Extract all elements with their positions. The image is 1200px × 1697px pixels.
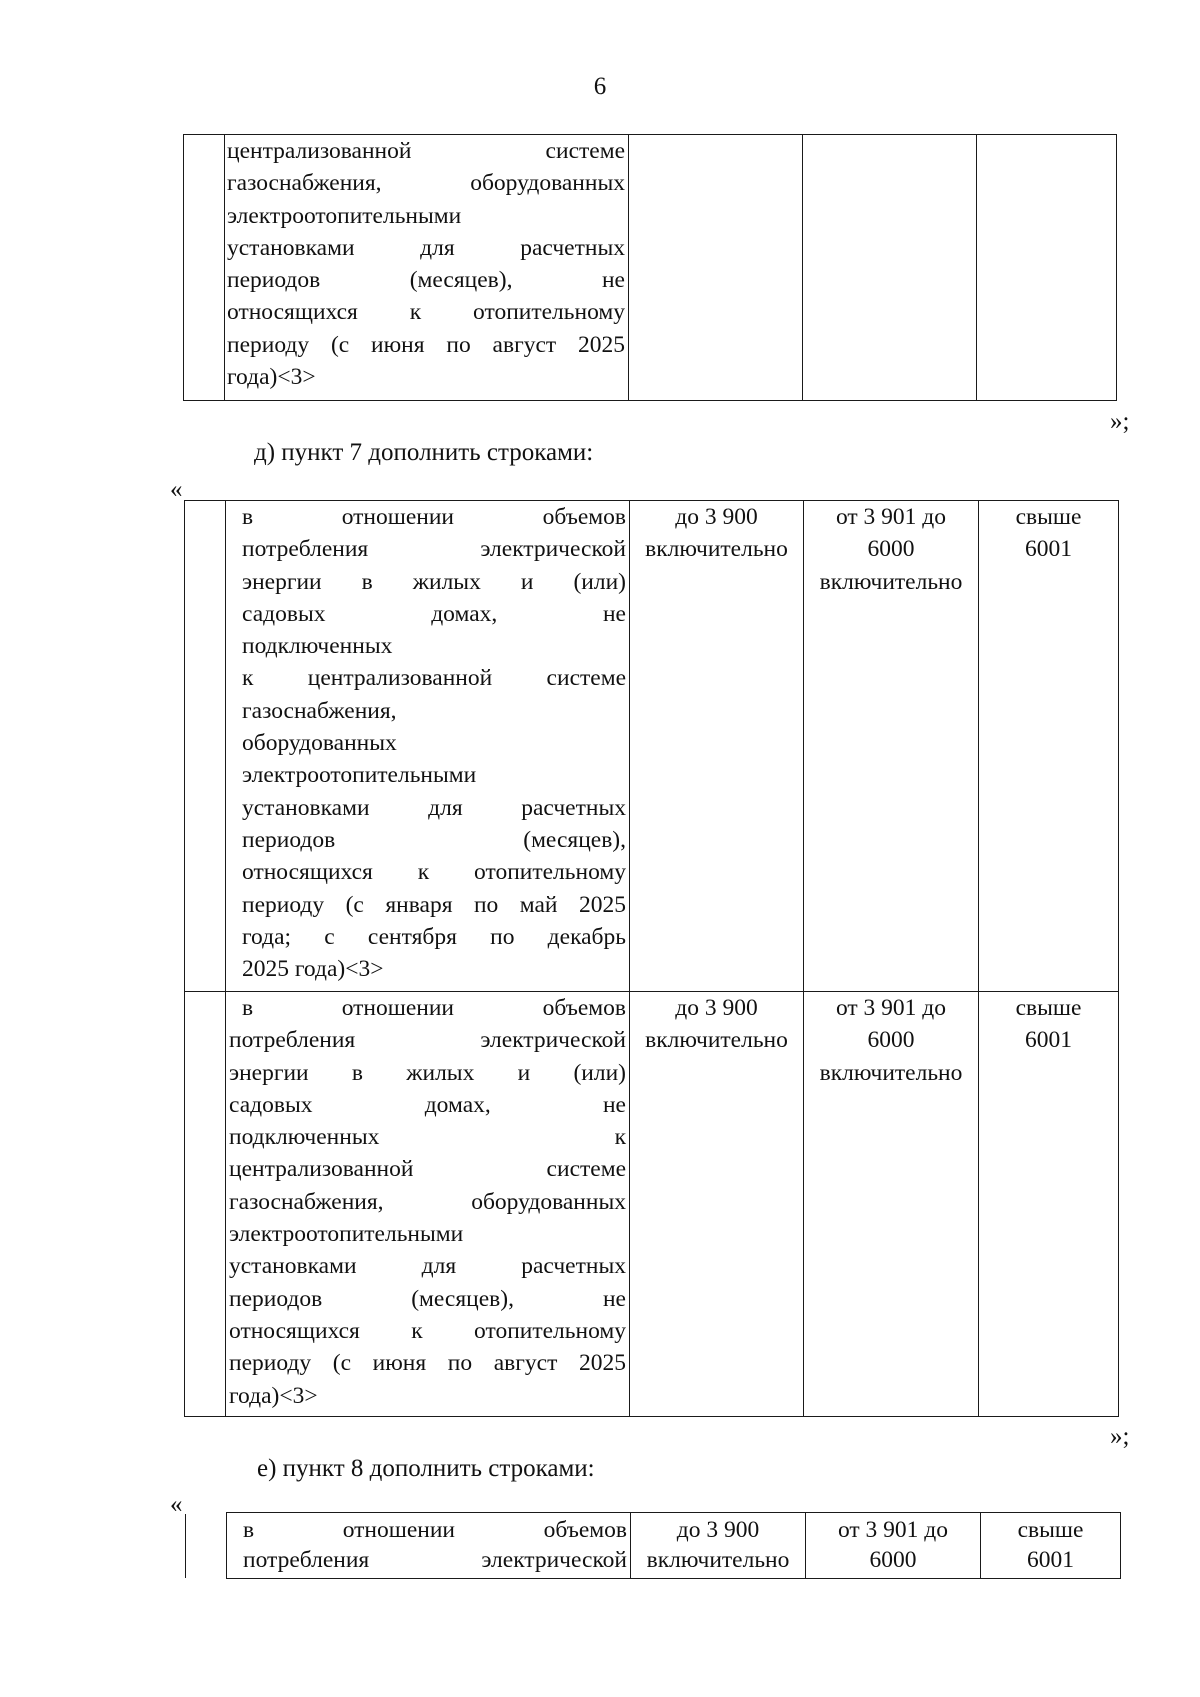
text-line: периодов (месяцев), не xyxy=(227,267,625,294)
text-line: оборудованных xyxy=(242,730,397,757)
value-cell-up-to xyxy=(630,501,804,992)
value-line: включительно xyxy=(646,1547,790,1573)
table-row xyxy=(185,501,1119,992)
value-cell-range xyxy=(806,1513,981,1579)
text-line: периодов (месяцев), не xyxy=(229,1285,626,1312)
value-cell-up-to xyxy=(631,1513,806,1579)
value-line: 6001 xyxy=(1025,536,1072,563)
text-line: в отношении объемов xyxy=(243,1517,627,1543)
closing-quote: »; xyxy=(1110,408,1130,435)
text-line: периоду (с июня по август 2025 xyxy=(229,1350,626,1377)
text-line: года; с сентября по декабрь xyxy=(242,923,626,950)
page-number: 6 xyxy=(593,73,607,100)
text-line: централизованной системе xyxy=(227,138,625,164)
text-line: относящихся к отопительному xyxy=(229,1317,626,1344)
section-d-intro: д) пункт 7 дополнить строками: xyxy=(254,439,594,466)
value-cell-over xyxy=(979,501,1119,992)
value-line: от 3 901 до xyxy=(835,995,947,1021)
text-line: в отношении объемов xyxy=(242,995,626,1021)
text-line: года)<3> xyxy=(227,364,316,391)
value-line: до 3 900 xyxy=(675,504,758,530)
text-line: относящихся к отопительному xyxy=(242,859,626,886)
value-line: 6000 xyxy=(867,536,915,563)
value-line: до 3 900 xyxy=(675,995,758,1021)
text-line: потребления электрической xyxy=(242,536,626,563)
text-line: газоснабжения, оборудованных xyxy=(229,1188,626,1215)
value-cell-up-to xyxy=(630,992,804,1417)
text-line: в отношении объемов xyxy=(242,504,626,530)
text-line: подключенных к xyxy=(229,1124,626,1151)
text-line: установками для расчетных xyxy=(229,1253,626,1280)
text-line: потребления электрической xyxy=(243,1547,627,1573)
value-cell-over xyxy=(979,992,1119,1417)
text-line: энергии в жилых и (или) xyxy=(229,1059,626,1086)
text-line: установками для расчетных xyxy=(227,234,625,261)
row-number-column-stub xyxy=(185,1514,186,1578)
text-line: года)<3> xyxy=(229,1382,318,1409)
value-line: 6000 xyxy=(867,1027,915,1054)
value-cell-range xyxy=(803,135,977,401)
text-line: относящихся к отопительному xyxy=(227,299,625,326)
text-line: периоду (с июня по август 2025 xyxy=(227,331,625,358)
description-cell xyxy=(227,1513,631,1579)
value-cell-over xyxy=(981,1513,1121,1579)
value-line: 6001 xyxy=(1027,1547,1074,1573)
text-line: садовых домах, не xyxy=(242,600,626,627)
closing-quote: »; xyxy=(1110,1423,1130,1450)
text-line: периодов (месяцев), xyxy=(242,826,626,853)
value-cell-up-to xyxy=(629,135,803,401)
opening-quote: « xyxy=(170,476,183,503)
description-cell xyxy=(226,501,630,992)
text-line: 2025 года)<3> xyxy=(242,956,384,983)
value-line: до 3 900 xyxy=(676,1517,760,1543)
table-row xyxy=(185,992,1119,1417)
section-e-intro: е) пункт 8 дополнить строками: xyxy=(257,1455,595,1482)
description-cell xyxy=(226,992,630,1417)
tariff-table-continuation xyxy=(183,134,1117,401)
text-line: газоснабжения, оборудованных xyxy=(227,170,625,197)
text-line: установками для расчетных xyxy=(242,794,626,821)
row-number-cell xyxy=(184,135,225,401)
value-line: от 3 901 до xyxy=(837,1517,949,1543)
value-line: свыше xyxy=(1017,1517,1084,1543)
value-line: включительно xyxy=(819,1059,963,1086)
text-line: подключенных xyxy=(242,633,393,660)
tariff-table-item-8 xyxy=(226,1512,1121,1579)
row-number-cell xyxy=(185,501,226,992)
value-line: от 3 901 до xyxy=(835,504,947,530)
row-number-cell xyxy=(185,992,226,1417)
text-line: садовых домах, не xyxy=(229,1091,626,1118)
text-line: газоснабжения, xyxy=(242,697,397,724)
table-row xyxy=(227,1513,1121,1579)
text-line: к централизованной системе xyxy=(242,665,626,692)
description-cell xyxy=(225,135,629,401)
text-line: периоду (с января по май 2025 xyxy=(242,891,626,918)
value-line: включительно xyxy=(645,536,788,563)
value-line: включительно xyxy=(645,1027,788,1054)
text-line: электроотопительными xyxy=(227,202,462,229)
text-line: электроотопительными xyxy=(229,1221,464,1248)
value-line: свыше xyxy=(1015,504,1082,530)
value-line: 6001 xyxy=(1025,1027,1072,1054)
value-line: 6000 xyxy=(869,1547,917,1573)
value-cell-range xyxy=(804,501,979,992)
text-line: потребления электрической xyxy=(229,1027,626,1054)
opening-quote: « xyxy=(170,1491,183,1518)
value-cell-range xyxy=(804,992,979,1417)
text-line: электроотопительными xyxy=(242,762,477,789)
table-row xyxy=(184,135,1117,401)
value-line: включительно xyxy=(819,568,963,595)
value-cell-over xyxy=(977,135,1117,401)
tariff-table-item-7 xyxy=(184,500,1119,1417)
text-line: энергии в жилых и (или) xyxy=(242,568,626,595)
text-line: централизованной системе xyxy=(229,1156,626,1183)
value-line: свыше xyxy=(1015,995,1082,1021)
